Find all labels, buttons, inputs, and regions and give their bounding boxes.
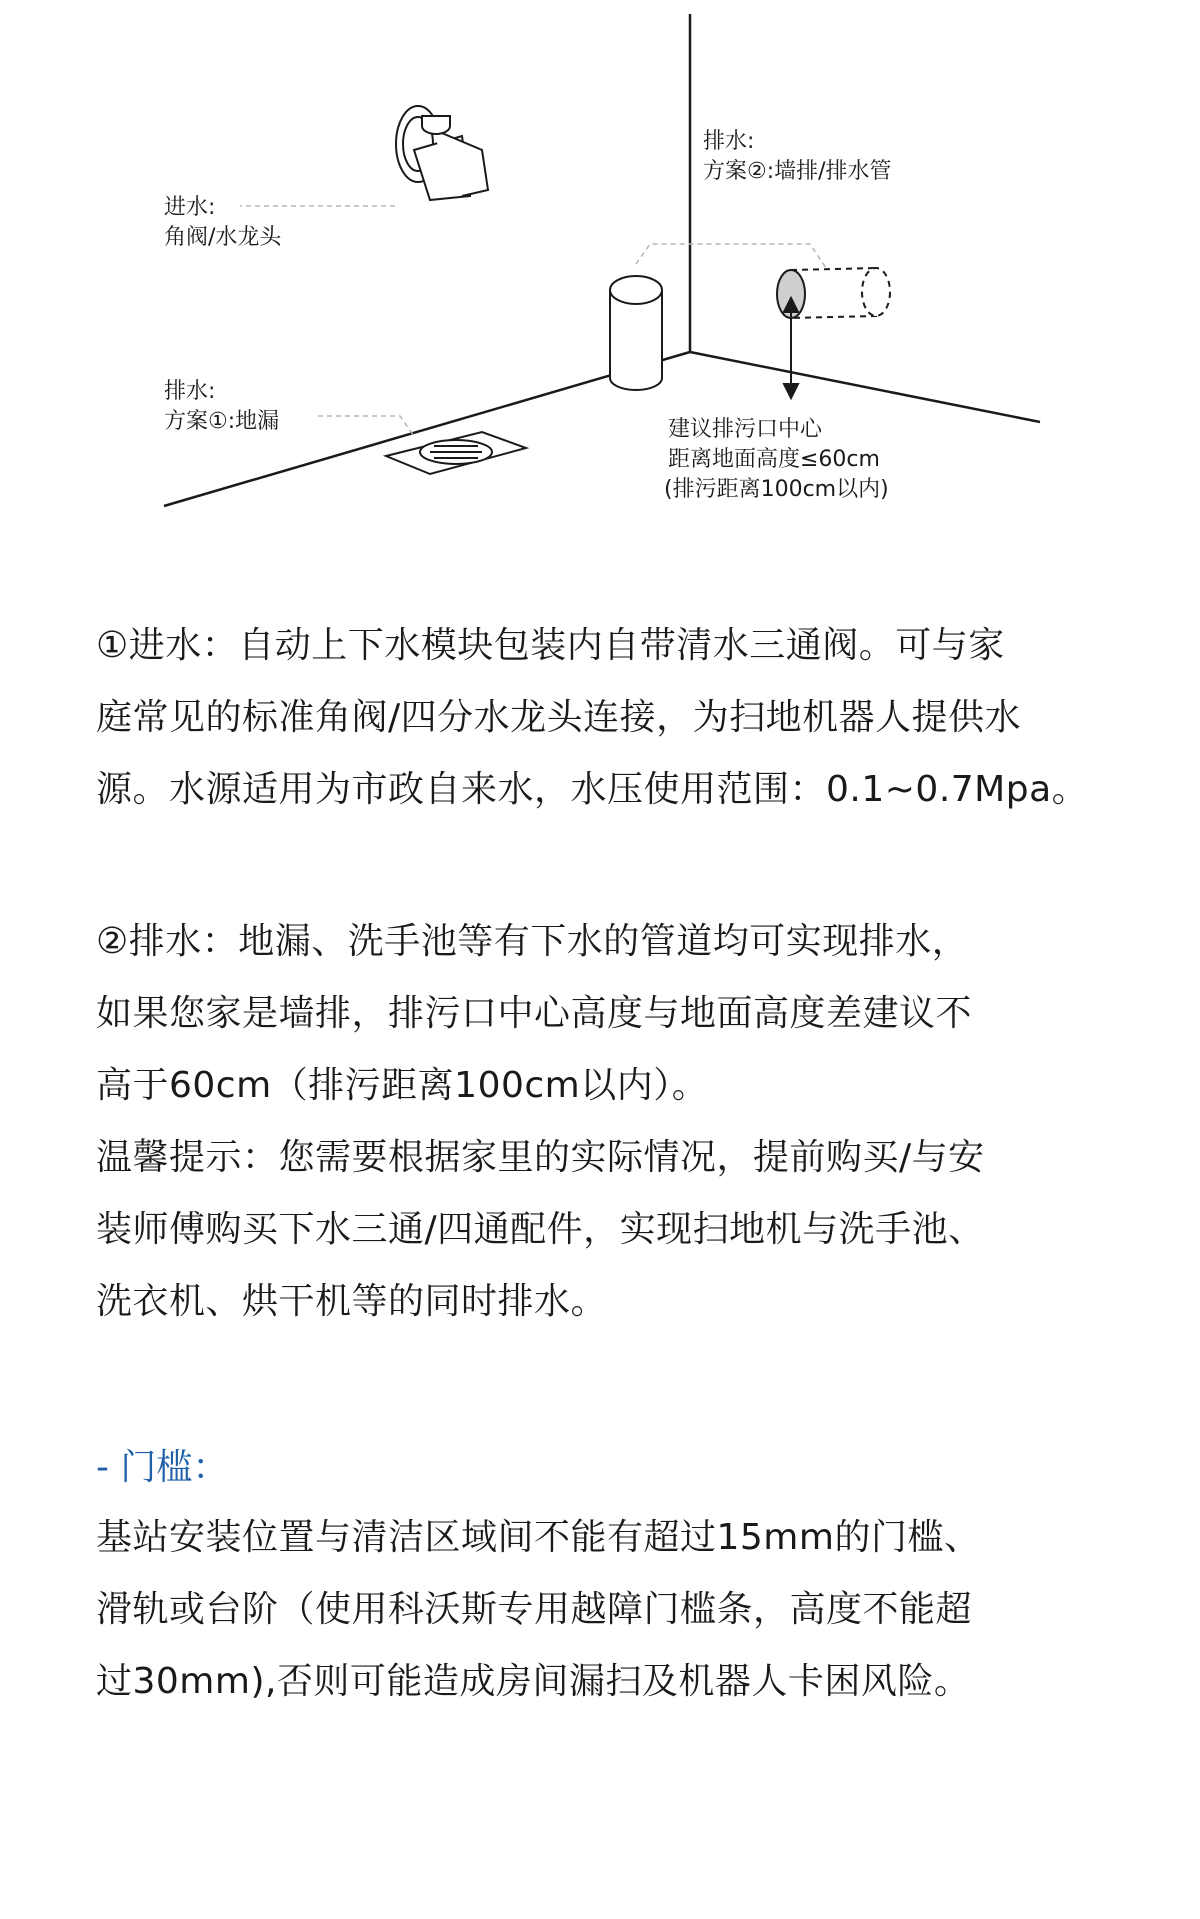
angle-valve-icon (396, 106, 488, 200)
threshold-heading: - 门槛： (96, 1447, 229, 1488)
wall-drain-leader-line (636, 244, 826, 268)
inlet-paragraph: ①进水：自动上下水模块包装内自带清水三通阀。可与家 庭常见的标准角阀/四分水龙头连接，为扫地机器人提供水 源。水源适用为市政自来水，水压使用范围：0.1~0.7Mpa。 (96, 625, 1089, 810)
inlet-label-line2: 角阀/水龙头 (164, 225, 282, 250)
standpipe-icon (610, 276, 662, 390)
wall-drain-label-line2: 方案②:墙排/排水管 (703, 159, 892, 184)
height-label-line2: 距离地面高度≤60cm (668, 447, 880, 472)
floor-drain-label-line1: 排水: (164, 379, 216, 404)
threshold-paragraph: 基站安装位置与清洁区域间不能有超过15mm的门槛、 滑轨或台阶（使用科沃斯专用越障门槛条，高度不能超 过30mm),否则可能造成房间漏扫及机器人卡困风险。 (96, 1517, 981, 1702)
floor-drain-icon (386, 432, 526, 474)
drain-paragraph: ②排水：地漏、洗手池等有下水的管道均可实现排水， 如果您家是墙排，排污口中心高度与地面高度差建议不 高于60cm（排污距离100cm以内）。 温馨提示：您需要根据家里的实际情况，提前购买/与安 装师傅购买下水三通/四通配件，实现扫地机与洗手池、 洗衣机、烘干机等的同时排水。 (96, 921, 985, 1322)
inlet-label-line1: 进水: (164, 195, 216, 220)
room-outline (164, 14, 1040, 506)
wall-drain-label-line1: 排水: (703, 129, 755, 154)
height-label-line1: 建议排污口中心 (668, 417, 823, 442)
installation-diagram (0, 0, 1200, 540)
floor-drain-label-line2: 方案①:地漏 (164, 409, 280, 434)
floor-drain-leader-line (318, 416, 414, 436)
height-label-line3: (排污距离100cm以内) (664, 477, 889, 502)
height-arrow (784, 298, 798, 398)
